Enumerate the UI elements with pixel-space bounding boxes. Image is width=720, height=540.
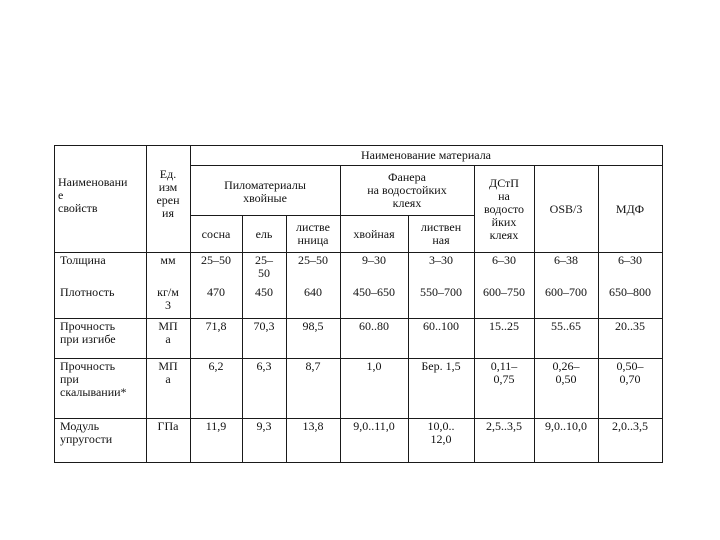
header-ply-conifer: хвойная	[353, 226, 395, 241]
grid-line	[146, 145, 147, 463]
grid-line	[54, 318, 663, 319]
table-cell: 6–38	[554, 253, 578, 267]
table-cell: 25– 50	[255, 253, 273, 280]
grid-line	[54, 418, 663, 419]
table-cell: 9,3	[256, 419, 272, 433]
row-unit: мм	[160, 253, 176, 267]
row-property-name: Толщина	[60, 253, 106, 267]
grid-line	[54, 358, 663, 359]
table-cell: 3–30	[429, 253, 453, 267]
table-cell: 450	[255, 285, 273, 299]
header-ply-hardwood: листвен ная	[420, 220, 462, 247]
table-cell: 640	[304, 285, 322, 299]
header-plywood: Фанера на водостойких клеях	[367, 169, 447, 210]
table-cell: 25–50	[298, 253, 328, 267]
header-unit: Ед. изм ерен ия	[156, 167, 180, 220]
table-cell: 9,0..11,0	[353, 419, 395, 433]
table-border-left	[54, 145, 55, 463]
header-lumber: Пиломатериалы хвойные	[224, 178, 306, 205]
table-cell: 2,0..3,5	[612, 419, 648, 433]
table-cell: 470	[207, 285, 225, 299]
table-cell: 55..65	[551, 319, 581, 333]
table-cell: 13,8	[302, 419, 324, 433]
table-cell: 20..35	[615, 319, 645, 333]
grid-line	[190, 215, 340, 216]
table-cell: 0,26– 0,50	[552, 359, 580, 386]
header-osb: OSB/3	[549, 201, 583, 216]
row-property-name: Прочность при изгибе	[60, 319, 116, 346]
table-cell: 15..25	[489, 319, 519, 333]
header-property-name: Наименовани е свойств	[58, 175, 128, 215]
table-cell: 650–800	[609, 285, 651, 299]
table-cell: 70,3	[253, 319, 275, 333]
row-property-name: Плотность	[60, 285, 115, 299]
row-unit: ГПа	[157, 419, 179, 433]
table-cell: 71,8	[205, 319, 227, 333]
grid-line	[242, 215, 243, 463]
table-cell: 6,3	[256, 359, 272, 373]
table-cell: 9,0..10,0	[545, 419, 587, 433]
table-cell: 11,9	[205, 419, 227, 433]
table-cell: 600–700	[545, 285, 587, 299]
header-mdf: МДФ	[615, 201, 645, 216]
table-cell: Бер. 1,5	[421, 359, 461, 373]
row-unit: МП а	[158, 359, 178, 386]
table-cell: 60..80	[359, 319, 389, 333]
row-unit: кг/м 3	[157, 285, 179, 312]
table-cell: 600–750	[483, 285, 525, 299]
table-cell: 8,7	[305, 359, 321, 373]
table-cell: 6–30	[618, 253, 642, 267]
table-cell: 60..100	[423, 319, 459, 333]
header-spruce: ель	[255, 226, 273, 241]
table-cell: 1,0	[366, 359, 382, 373]
table-cell: 25–50	[201, 253, 231, 267]
table-cell: 6,2	[208, 359, 224, 373]
table-border-right	[662, 145, 663, 463]
row-unit: МП а	[158, 319, 178, 346]
grid-line	[340, 215, 474, 216]
table-cell: 550–700	[420, 285, 462, 299]
table-cell: 10,0.. 12,0	[427, 419, 455, 446]
header-material-name: Наименование материала	[360, 147, 492, 162]
row-property-name: Модуль упругости	[60, 419, 113, 446]
table-cell: 450–650	[353, 285, 395, 299]
grid-line	[190, 165, 663, 166]
header-hardwood: листве нница	[296, 220, 330, 247]
row-property-name: Прочность при скалывании*	[60, 359, 127, 399]
grid-line	[190, 145, 191, 463]
table-cell: 6–30	[492, 253, 516, 267]
grid-line	[408, 215, 409, 463]
grid-line	[286, 215, 287, 463]
table-cell: 98,5	[302, 319, 324, 333]
header-dsp: ДСтП на водосто йких клеях	[483, 175, 525, 242]
table-cell: 2,5..3,5	[486, 419, 522, 433]
table-cell: 0,50– 0,70	[616, 359, 644, 386]
table-cell: 0,11– 0,75	[490, 359, 518, 386]
header-pine: сосна	[201, 226, 231, 241]
table-cell: 9–30	[362, 253, 386, 267]
